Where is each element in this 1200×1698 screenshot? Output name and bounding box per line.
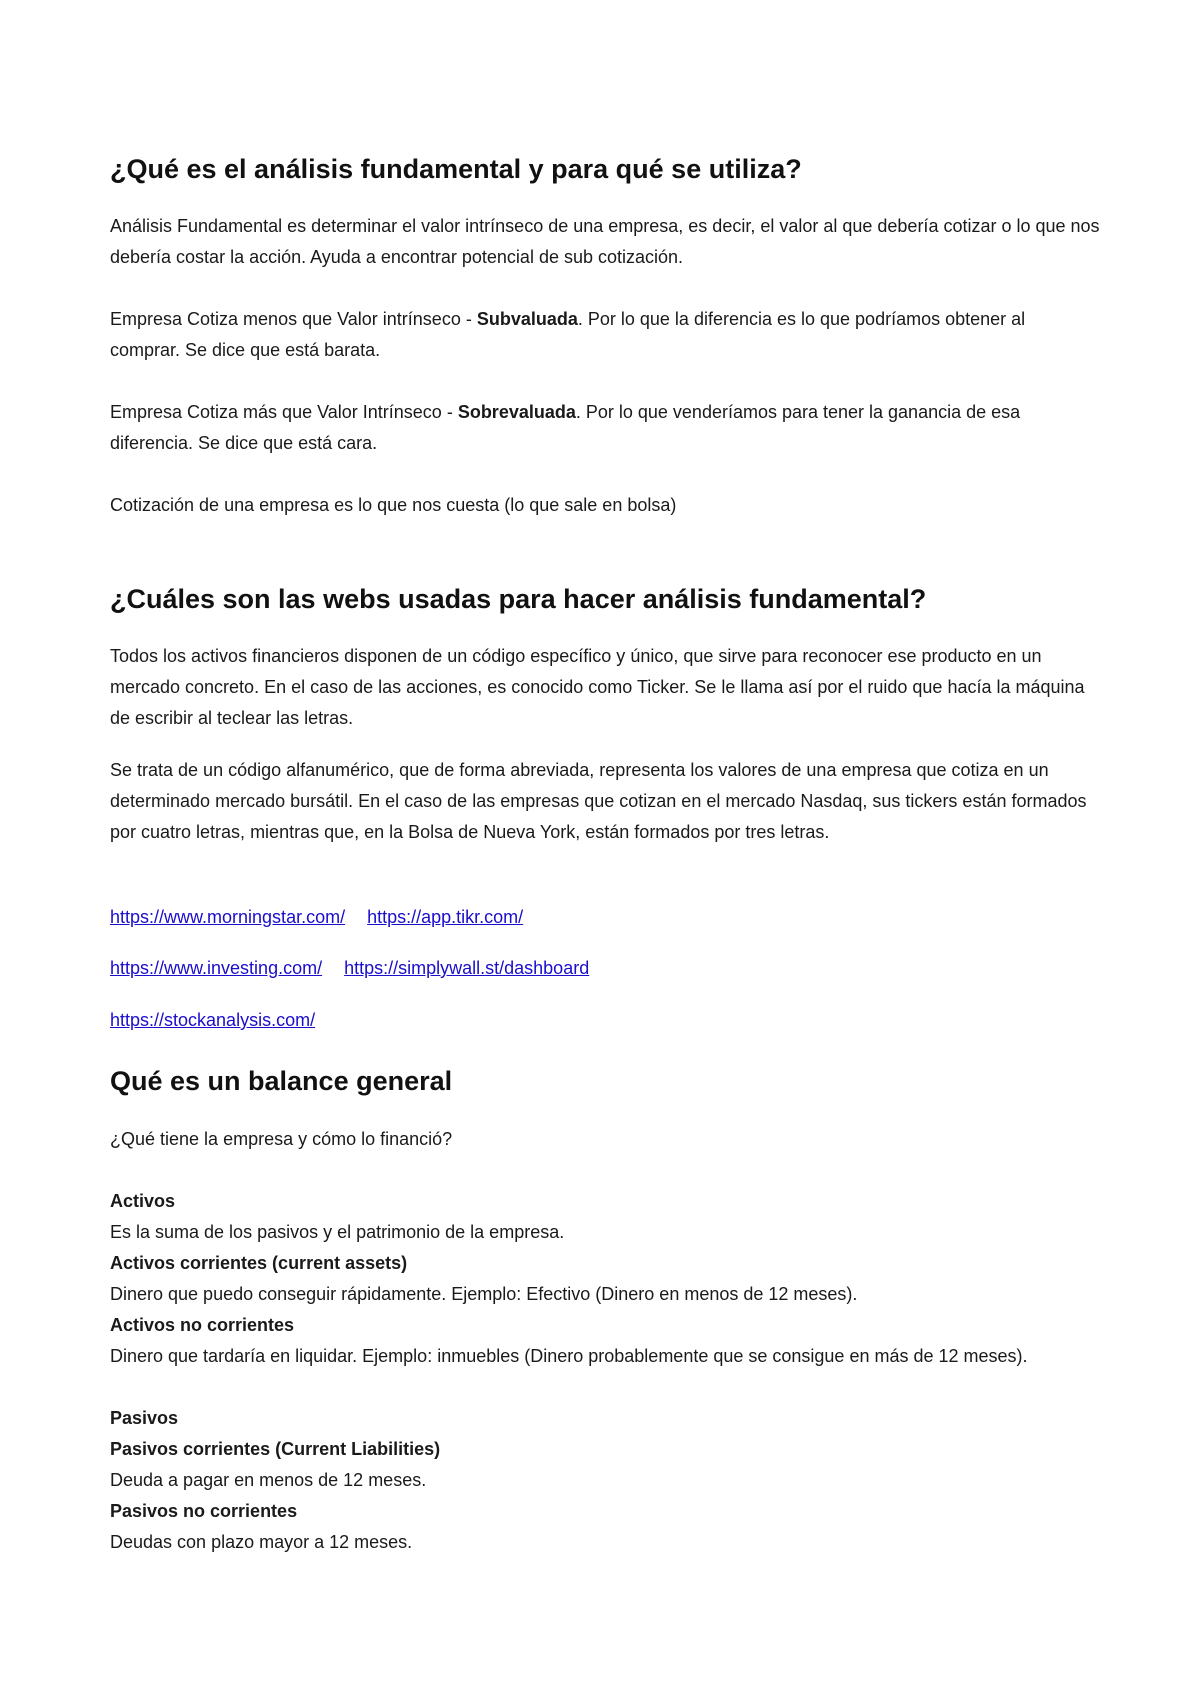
- activos-title-text: Activos: [110, 1191, 176, 1211]
- activos-desc: Es la suma de los pasivos y el patrimonio de la empresa.: [110, 1222, 565, 1242]
- pasivos-no-corrientes-title-text: Pasivos no corrientes: [110, 1501, 298, 1521]
- section2-paragraph-2: Se trata de un código alfanumérico, que de forma abreviada, representa los valores de una empresa que cotiza en un determinado mercado bursátil. En el caso de las empresas que cotizan en el mercado Nasdaq, sus tickers están formados por cuatro letras, mientras que, en la Bolsa de Nueva York, están formados por tres letras.: [110, 760, 1087, 842]
- pasivos-corrientes-title: [110, 1434, 440, 1465]
- pasivos-no-corrientes-title: [110, 1496, 297, 1527]
- links-row-2: [110, 953, 589, 984]
- section1-paragraph-2-text: Empresa Cotiza menos que Valor intrínseco -: [110, 309, 477, 329]
- link-investing[interactable]: https://www.investing.com/: [110, 958, 323, 978]
- activos-no-corrientes-title: [110, 1310, 294, 1341]
- section1-paragraph-1: Análisis Fundamental es determinar el valor intrínseco de una empresa, es decir, el valor al que debería cotizar o lo que nos debería costar la acción. Ayuda a encontrar potencial de sub cotización.: [110, 216, 1100, 267]
- activos-corrientes-title-text: Activos corrientes (current assets): [110, 1253, 408, 1273]
- link-simplywall[interactable]: https://simplywall.st/dashboard: [344, 958, 590, 978]
- pasivos-title-text: Pasivos: [110, 1408, 179, 1428]
- section1-heading: ¿Qué es el análisis fundamental y para qué se utiliza?: [110, 154, 802, 184]
- activos-no-corrientes-desc: Dinero que tardaría en liquidar. Ejemplo: inmuebles (Dinero probablemente que se consigue en más de 12 meses).: [110, 1346, 1028, 1366]
- section1-paragraph-3: [110, 397, 1100, 459]
- link-stockanalysis[interactable]: https://stockanalysis.com/: [110, 1010, 316, 1030]
- sobrevaluada-term: Sobrevaluada: [457, 402, 576, 422]
- links-row-1: [110, 902, 523, 933]
- section1-paragraph-4: Cotización de una empresa es lo que nos cuesta (lo que sale en bolsa): [110, 495, 677, 515]
- activos-title: [110, 1186, 175, 1217]
- pasivos-corrientes-desc: Deuda a pagar en menos de 12 meses.: [110, 1470, 427, 1490]
- link-tikr[interactable]: https://app.tikr.com/: [367, 907, 524, 927]
- section2-paragraph-1: Todos los activos financieros disponen de un código específico y único, que sirve para reconocer ese producto en un mercado concreto. En el caso de las acciones, es conocido como Ticker. Se le llama así por el ruido que hacía la máquina de escribir al teclear las letras.: [110, 646, 1085, 728]
- activos-corrientes-desc: Dinero que puedo conseguir rápidamente. Ejemplo: Efectivo (Dinero en menos de 12 meses).: [110, 1284, 858, 1304]
- pasivos-title: [110, 1403, 178, 1434]
- section1-paragraph-3-text: Empresa Cotiza más que Valor Intrínseco -: [110, 402, 458, 422]
- pasivos-corrientes-title-text: Pasivos corrientes (Current Liabilities): [110, 1439, 441, 1459]
- pasivos-no-corrientes-desc: Deudas con plazo mayor a 12 meses.: [110, 1532, 413, 1552]
- balance-intro: ¿Qué tiene la empresa y cómo lo financió?: [110, 1129, 453, 1149]
- links-row-3: [110, 1005, 315, 1036]
- activos-corrientes-title: [110, 1248, 407, 1279]
- section3-heading: Qué es un balance general: [110, 1066, 453, 1096]
- section1-paragraph-3-rest: . Por lo que venderíamos para tener la ganancia de esa diferencia. Se dice que está cara.: [110, 402, 1021, 453]
- section2-heading: ¿Cuáles son las webs usadas para hacer análisis fundamental?: [110, 584, 927, 614]
- subvaluada-term: Subvaluada: [476, 309, 578, 329]
- section1-paragraph-2-rest: . Por lo que la diferencia es lo que podríamos obtener al comprar. Se dice que está barata.: [110, 309, 1026, 360]
- activos-no-corrientes-title-text: Activos no corrientes: [110, 1315, 295, 1335]
- section1-paragraph-2: [110, 304, 1100, 366]
- link-morningstar[interactable]: https://www.morningstar.com/: [110, 907, 346, 927]
